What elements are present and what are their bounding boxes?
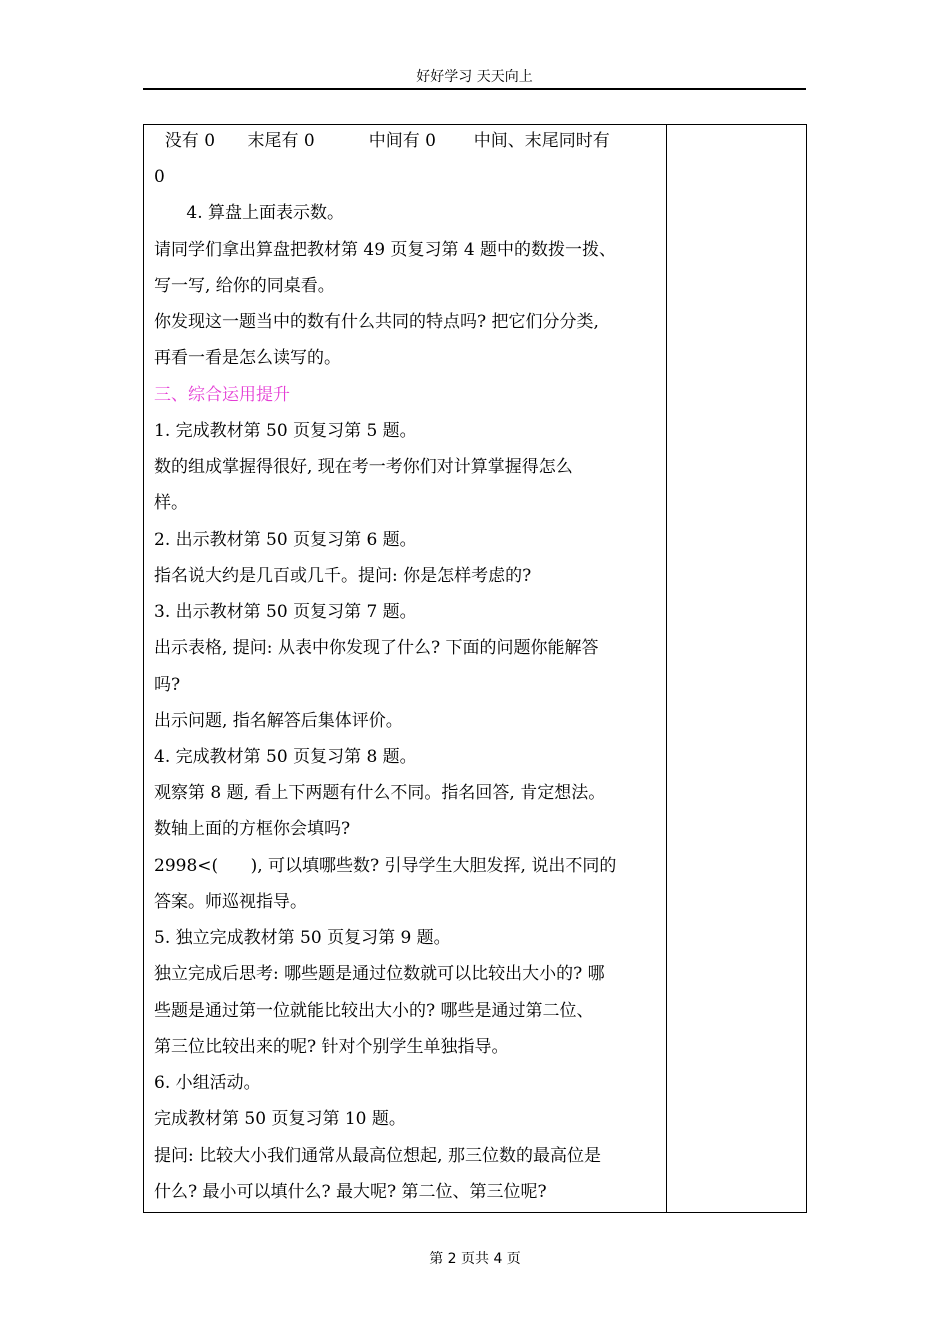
text-line: 5. 独立完成教材第 50 页复习第 9 题。 [154, 928, 451, 948]
page-header: 好好学习 天天向上 [416, 69, 533, 85]
text-line: 写一写, 给你的同桌看。 [154, 276, 335, 296]
text-line: 出示表格, 提问: 从表中你发现了什么? 下面的问题你能解答 [154, 638, 599, 658]
text-line: 答案。师巡视指导。 [154, 892, 307, 912]
page-footer: 第 2 页共 4 页 [429, 1251, 521, 1267]
header-rule [143, 88, 806, 90]
text-line: 4. 算盘上面表示数。 [154, 203, 345, 223]
text-line: 完成教材第 50 页复习第 10 题。 [154, 1109, 406, 1129]
text-line: 6. 小组活动。 [154, 1073, 261, 1093]
text-line: 你发现这一题当中的数有什么共同的特点吗? 把它们分分类, [154, 312, 599, 332]
lesson-table [143, 124, 807, 1213]
text-line: 吗? [154, 675, 181, 695]
text-line: 再看一看是怎么读写的。 [154, 348, 341, 368]
text-line: 第三位比较出来的呢? 针对个别学生单独指导。 [154, 1037, 509, 1057]
text-line: 独立完成后思考: 哪些题是通过位数就可以比较出大小的? 哪 [154, 964, 605, 984]
section-heading: 三、综合运用提升 [154, 385, 290, 405]
text-line: 2998<( ), 可以填哪些数? 引导学生大胆发挥, 说出不同的 [154, 856, 617, 876]
text-line: 3. 出示教材第 50 页复习第 7 题。 [154, 602, 417, 622]
text-line: 数轴上面的方框你会填吗? [154, 819, 351, 839]
text-line: 4. 完成教材第 50 页复习第 8 题。 [154, 747, 417, 767]
text-line: 2. 出示教材第 50 页复习第 6 题。 [154, 530, 417, 550]
text-line: 样。 [154, 493, 188, 513]
text-line: 数的组成掌握得很好, 现在考一考你们对计算掌握得怎么 [154, 457, 573, 477]
text-line: 提问: 比较大小我们通常从最高位想起, 那三位数的最高位是 [154, 1146, 601, 1166]
text-line: 指名说大约是几百或几千。提问: 你是怎样考虑的? [154, 566, 532, 586]
column-divider [666, 125, 667, 1212]
text-line: 0 [154, 167, 165, 187]
text-line: 什么? 最小可以填什么? 最大呢? 第二位、第三位呢? [154, 1182, 547, 1202]
text-line: 没有 0 末尾有 0 中间有 0 中间、末尾同时有 [154, 131, 610, 151]
text-line: 1. 完成教材第 50 页复习第 5 题。 [154, 421, 417, 441]
text-line: 些题是通过第一位就能比较出大小的? 哪些是通过第二位、 [154, 1001, 594, 1021]
text-line: 请同学们拿出算盘把教材第 49 页复习第 4 题中的数拨一拨、 [154, 240, 617, 260]
text-line: 出示问题, 指名解答后集体评价。 [154, 711, 403, 731]
text-line: 观察第 8 题, 看上下两题有什么不同。指名回答, 肯定想法。 [154, 783, 606, 803]
